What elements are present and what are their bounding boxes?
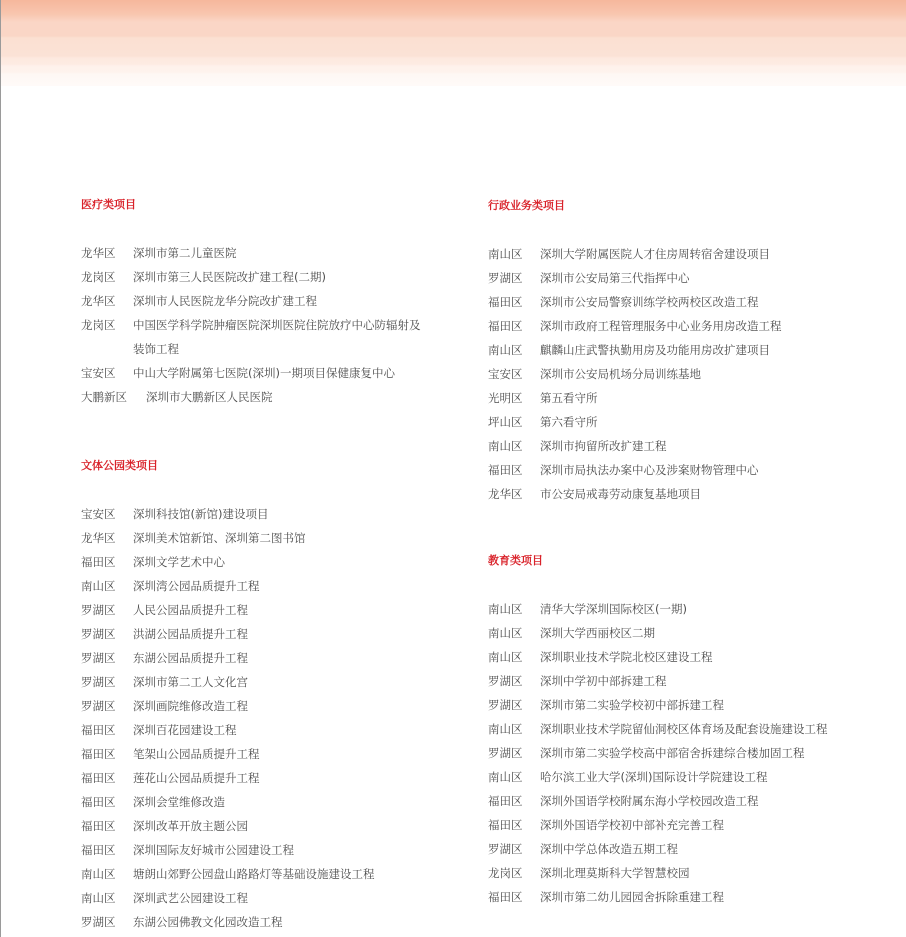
district-label: 罗湖区 xyxy=(81,675,116,689)
district-label: 福田区 xyxy=(81,555,116,569)
district-label: 宝安区 xyxy=(488,367,523,381)
district-label: 福田区 xyxy=(81,819,116,833)
section-title: 文体公园类项目 xyxy=(81,459,158,472)
project-item xyxy=(488,434,888,458)
project-item xyxy=(488,885,888,909)
district-label: 罗湖区 xyxy=(81,627,116,641)
left-border-line xyxy=(0,0,1,937)
project-name: 深圳大学附属医院人才住房周转宿舍建设项目 xyxy=(540,247,770,261)
project-item xyxy=(488,386,888,410)
district-label: 福田区 xyxy=(488,319,523,333)
project-name: 深圳国际友好城市公园建设工程 xyxy=(133,843,294,857)
project-name: 东湖公园品质提升工程 xyxy=(133,651,248,665)
section-spacer xyxy=(488,506,888,553)
project-name: 深圳市第二工人文化宫 xyxy=(133,675,248,689)
project-name: 深圳市第二儿童医院 xyxy=(133,246,237,260)
district-label: 福田区 xyxy=(81,795,116,809)
project-item xyxy=(488,362,888,386)
project-item xyxy=(81,766,481,790)
project-item xyxy=(488,242,888,266)
project-name: 深圳市第二幼儿园园舍拆除重建工程 xyxy=(540,890,724,904)
project-item xyxy=(81,910,481,934)
project-item xyxy=(81,550,481,574)
district-label: 龙华区 xyxy=(81,294,116,308)
project-name: 深圳市大鹏新区人民医院 xyxy=(146,390,273,404)
project-name: 人民公园品质提升工程 xyxy=(133,603,248,617)
district-label: 罗湖区 xyxy=(488,698,523,712)
project-name: 深圳市第三人民医院改扩建工程(二期) xyxy=(133,270,326,284)
project-item xyxy=(488,837,888,861)
district-label: 罗湖区 xyxy=(81,915,116,929)
project-name: 深圳画院维修改造工程 xyxy=(133,699,248,713)
project-item xyxy=(488,458,888,482)
district-label: 罗湖区 xyxy=(81,651,116,665)
district-label: 罗湖区 xyxy=(488,271,523,285)
project-section xyxy=(81,458,481,934)
project-name: 第六看守所 xyxy=(540,415,598,429)
district-label: 龙华区 xyxy=(81,531,116,545)
project-name: 深圳文学艺术中心 xyxy=(133,555,225,569)
project-name: 深圳外国语学校附属东海小学校园改造工程 xyxy=(540,794,759,808)
district-label: 福田区 xyxy=(488,463,523,477)
project-item xyxy=(488,621,888,645)
project-item xyxy=(81,886,481,910)
district-label: 南山区 xyxy=(488,439,523,453)
district-label: 福田区 xyxy=(81,723,116,737)
project-item xyxy=(81,862,481,886)
project-name: 深圳武艺公园建设工程 xyxy=(133,891,248,905)
district-label: 南山区 xyxy=(488,626,523,640)
project-item xyxy=(81,361,481,385)
project-item xyxy=(81,598,481,622)
district-label: 罗湖区 xyxy=(81,699,116,713)
project-item xyxy=(488,482,888,506)
district-label: 南山区 xyxy=(81,891,116,905)
project-item xyxy=(488,861,888,885)
district-label: 南山区 xyxy=(81,867,116,881)
district-label: 南山区 xyxy=(81,579,116,593)
project-list xyxy=(81,502,481,934)
project-item xyxy=(81,790,481,814)
project-item xyxy=(488,645,888,669)
project-list xyxy=(81,241,481,409)
project-item xyxy=(81,838,481,862)
project-name: 深圳市公安局警察训练学校两校区改造工程 xyxy=(540,295,759,309)
district-label: 福田区 xyxy=(488,890,523,904)
project-list xyxy=(488,597,888,909)
project-name: 深圳市局执法办案中心及涉案财物管理中心 xyxy=(540,463,759,477)
section-title: 医疗类项目 xyxy=(81,198,136,211)
district-label: 南山区 xyxy=(488,650,523,664)
project-name: 中山大学附属第七医院(深圳)一期项目保健康复中心 xyxy=(133,366,395,380)
project-name: 深圳市拘留所改扩建工程 xyxy=(540,439,667,453)
district-label: 罗湖区 xyxy=(81,603,116,617)
district-label: 光明区 xyxy=(488,391,523,405)
project-name: 深圳职业技术学院留仙洞校区体育场及配套设施建设工程 xyxy=(540,722,828,736)
district-label: 南山区 xyxy=(488,343,523,357)
project-name: 哈尔滨工业大学(深圳)国际设计学院建设工程 xyxy=(540,770,768,784)
district-label: 坪山区 xyxy=(488,415,523,429)
section-spacer xyxy=(81,409,481,458)
project-name: 市公安局戒毒劳动康复基地项目 xyxy=(540,487,701,501)
project-item xyxy=(81,814,481,838)
district-label: 罗湖区 xyxy=(488,746,523,760)
district-label: 福田区 xyxy=(81,747,116,761)
project-item xyxy=(81,265,481,289)
project-name: 深圳大学西丽校区二期 xyxy=(540,626,655,640)
project-item xyxy=(81,622,481,646)
project-item xyxy=(81,385,481,409)
project-name: 深圳会堂维修改造 xyxy=(133,795,225,809)
project-item xyxy=(81,646,481,670)
district-label: 龙岗区 xyxy=(488,866,523,880)
project-name: 深圳科技馆(新馆)建设项目 xyxy=(133,507,269,521)
project-name: 深圳湾公园品质提升工程 xyxy=(133,579,260,593)
project-item xyxy=(81,694,481,718)
district-label: 福田区 xyxy=(488,794,523,808)
project-section xyxy=(488,198,888,506)
left-column xyxy=(81,197,481,934)
section-title: 教育类项目 xyxy=(488,554,543,567)
header-gradient-band xyxy=(1,0,906,86)
district-label: 龙岗区 xyxy=(81,318,116,332)
project-name: 清华大学深圳国际校区(一期) xyxy=(540,602,687,616)
project-item xyxy=(488,741,888,765)
project-item xyxy=(488,597,888,621)
district-label: 南山区 xyxy=(488,602,523,616)
right-column xyxy=(488,198,888,909)
project-name: 中国医学科学院肿瘤医院深圳医院住院放疗中心防辐射及装饰工程 xyxy=(133,318,421,356)
project-item xyxy=(81,502,481,526)
project-name: 深圳市第二实验学校高中部宿舍拆建综合楼加固工程 xyxy=(540,746,805,760)
project-name: 东湖公园佛教文化园改造工程 xyxy=(133,915,283,929)
project-item xyxy=(488,410,888,434)
project-name: 深圳市公安局第三代指挥中心 xyxy=(540,271,690,285)
project-item xyxy=(488,789,888,813)
project-item xyxy=(81,742,481,766)
project-name: 洪湖公园品质提升工程 xyxy=(133,627,248,641)
project-item xyxy=(81,289,481,313)
district-label: 福田区 xyxy=(81,771,116,785)
project-name: 深圳改革开放主题公园 xyxy=(133,819,248,833)
district-label: 大鹏新区 xyxy=(81,390,127,404)
project-name: 笔架山公园品质提升工程 xyxy=(133,747,260,761)
project-item xyxy=(488,717,888,741)
district-label: 罗湖区 xyxy=(488,674,523,688)
project-name: 麒麟山庄武警执勤用房及功能用房改扩建项目 xyxy=(540,343,770,357)
project-name: 深圳市人民医院龙华分院改扩建工程 xyxy=(133,294,317,308)
project-name: 塘朗山郊野公园盘山路路灯等基础设施建设工程 xyxy=(133,867,375,881)
project-name: 第五看守所 xyxy=(540,391,598,405)
project-item xyxy=(488,669,888,693)
district-label: 南山区 xyxy=(488,770,523,784)
district-label: 罗湖区 xyxy=(488,842,523,856)
project-name: 深圳市第二实验学校初中部拆建工程 xyxy=(540,698,724,712)
project-item xyxy=(488,314,888,338)
district-label: 福田区 xyxy=(81,843,116,857)
project-name: 深圳职业技术学院北校区建设工程 xyxy=(540,650,713,664)
project-name: 深圳北理莫斯科大学智慧校园 xyxy=(540,866,690,880)
district-label: 龙华区 xyxy=(81,246,116,260)
project-item xyxy=(81,526,481,550)
project-item xyxy=(81,313,481,361)
district-label: 宝安区 xyxy=(81,366,116,380)
project-item xyxy=(81,718,481,742)
district-label: 福田区 xyxy=(488,295,523,309)
section-title: 行政业务类项目 xyxy=(488,199,565,212)
project-item xyxy=(488,338,888,362)
project-name: 莲花山公园品质提升工程 xyxy=(133,771,260,785)
project-item xyxy=(488,693,888,717)
project-item xyxy=(488,290,888,314)
district-label: 龙岗区 xyxy=(81,270,116,284)
project-name: 深圳市公安局机场分局训练基地 xyxy=(540,367,701,381)
project-name: 深圳外国语学校初中部补充完善工程 xyxy=(540,818,724,832)
project-item xyxy=(488,765,888,789)
project-name: 深圳百花园建设工程 xyxy=(133,723,237,737)
district-label: 南山区 xyxy=(488,247,523,261)
project-name: 深圳中学初中部拆建工程 xyxy=(540,674,667,688)
district-label: 龙华区 xyxy=(488,487,523,501)
district-label: 南山区 xyxy=(488,722,523,736)
project-item xyxy=(488,813,888,837)
district-label: 福田区 xyxy=(488,818,523,832)
project-section xyxy=(81,197,481,409)
project-list xyxy=(488,242,888,506)
project-item xyxy=(81,574,481,598)
project-item xyxy=(81,670,481,694)
project-name: 深圳市政府工程管理服务中心业务用房改造工程 xyxy=(540,319,782,333)
project-item xyxy=(488,266,888,290)
project-name: 深圳美术馆新馆、深圳第二图书馆 xyxy=(133,531,306,545)
district-label: 宝安区 xyxy=(81,507,116,521)
project-name: 深圳中学总体改造五期工程 xyxy=(540,842,678,856)
project-section xyxy=(488,553,888,909)
project-item xyxy=(81,241,481,265)
